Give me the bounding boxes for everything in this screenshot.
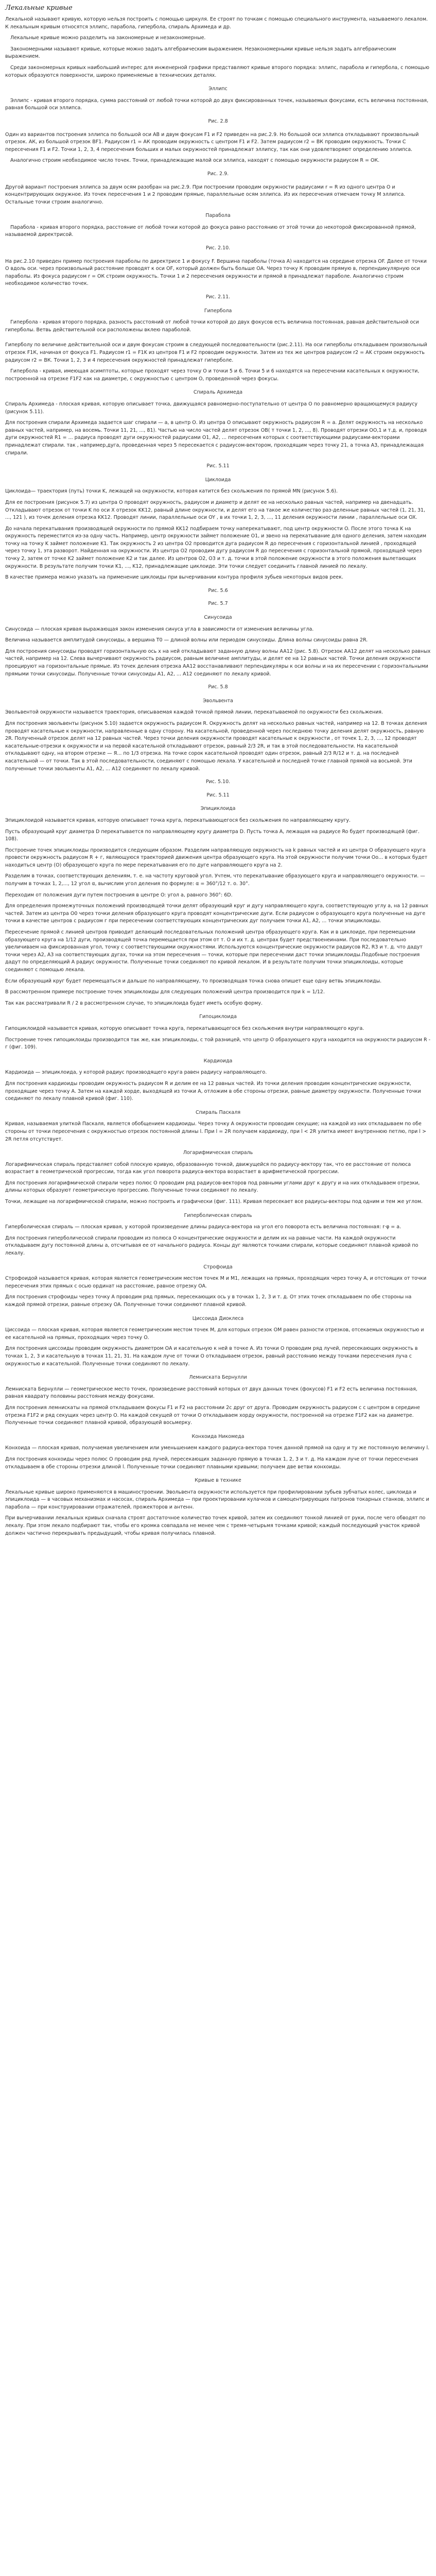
figure-caption: Рис. 2.9. (207, 171, 229, 177)
paragraph: Для построения строфоиды через точку А проводим ряд прямых, пересекающих ось y в точках 1, 2, 3 и т. д. От этих точек откладываем по обе стороны на каждой прямой отрезки, равные отрезку OA. Полученные точки соединяют плавной кривой. (5, 1294, 412, 1308)
paragraph: Для построения циссоиды проводим окружность диаметром OA и касательную к ней в точке A. Из точки О проводим ряд лучей, пересекающих окружность в точках 1, 2, 3 и касательную в точках 11, 21, 31. На каждом луче от точки О откладываем отрезок, равный расстоянию между точками пересечения луча с окружностью и касательной. Полученные точки соединяют по лекалу. (5, 1346, 418, 1367)
paragraph: Кривая, называемая улиткой Паскаля, является обобщением кардиоиды. Через точку A окружности проводим секущие; на каждой из них откладываем по обе стороны от точки пересечения с окружностью отрезок постоянной длины l. При l = 2R получаем кардиоиду, при l < 2R улитка имеет внутреннюю петлю, при l > 2R петля отсутствует. (5, 1121, 426, 1142)
paragraph: Лемниската Бернулли — геометрическое место точек, произведение расстояний которых от двух данных точек (фокусов) F1 и F2 есть величина постоянная, равная квадрату половины расстояния между фокусами. (5, 1386, 417, 1400)
paragraph: Если образующий круг будет перемещаться и дальше по направляющему, то производящая точка снова опишет еще одну ветвь эпициклоиды. (5, 978, 382, 984)
paragraph: Лекальные кривые можно разделить на закономерные и незакономерные. (10, 35, 206, 41)
figure-caption: Рис. 5.10. (205, 779, 231, 785)
paragraph: В рассмотренном примере построение точек эпициклоиды для следующих положений центра производится при k = 1/12. (5, 989, 325, 995)
section-heading: Спираль Паскаля (195, 1109, 241, 1115)
paragraph: Кардиоида — эпициклоида, у которой радиус производящего круга равен радиусу направляющего. (5, 1070, 267, 1076)
paragraph: Аналогично строим необходимое число точек. Точки, принадлежащие малой оси эллипса, находят с помощью окружности радиусом R = ОК. (10, 158, 380, 164)
section-heading: Парабола (205, 213, 231, 219)
paragraph: На рис.2.10 приведен пример построения параболы по директрисе 1 и фокусу F. Вершина параболы (точка А) находится на середине отрезка OF. Далее от точки О вдоль оси. через произвольный расстояние проводят к оси OF, который должен быть больше ОА. Через точку К проводим прямую в, перпендикулярную оси параболы. Из фокуса радиусом r = ОК строим окружность. Точки 1 и 2 пересечения окружности и прямой в принадлежат параболе. Аналогично строим необходимое количество точек. (5, 258, 427, 287)
paragraph: Построение точек эпициклоиды производится следующим образом. Разделим направляющую окружность на k равных частей и из центра О образующего круга провести окружность радиусом R + г, являющуюся траекторией движения центра образующего круга. На этой окружности получим точки Оо... в которых будет находиться центр (О) образующего круга по мере перекатывания его по дуге направляющего круга на 2. (5, 847, 428, 868)
section-heading: Гипоциклоида (199, 1014, 237, 1020)
figure-caption: Рис. 2.10. (205, 245, 231, 251)
paragraph: Лекальные кривые широко применяются в машиностроении. Эвольвента окружности используется при профилировании зубьев зубчатых колес, циклоида и эпициклоида — в часовых механизмах и насосах, спираль Архимеда — при проектировании кулачков и самоцентрирующих патронов токарных станков, эллипс и парабола — при конструировании отражателей, прожекторов и антенн. (5, 1489, 429, 1510)
paragraph: Для ее построения (рисунок 5.7) из центра O проводят окружность, радиусом и диаметр и делят ее на несколько равных частей, например на двенадцать. Откладывают отрезок от точки K по оси X отрезок KK12, равный длине окружности, и делят его на такое же количество раз-деленные равных частей (1, 21, 31, ..., 121 ), из точек деления отрезка KK12. Проводят линии, параллельные оси OY , в их точки 1, 2, 3, ..., 11 деления окружности линии , параллельные оси OX. (5, 499, 426, 521)
paragraph: Пусть образующий круг диаметра D перекатывается по направляющему кругу диаметра D. Пусть точка А, лежащая на радиусе Ro будет производящей (фиг. 108). (5, 828, 420, 842)
figure-caption: Рис. 5.11 (206, 792, 230, 798)
section-heading: Эллипс (208, 86, 228, 92)
paragraph: Спираль Архимеда - плоская кривая, которую описывает точка, движущаяся равномерно-поступательно от центра О по равномерно вращающемуся радиусу (рисунок 5.11). (5, 401, 418, 415)
paragraph: При вычерчивании лекальных кривых сначала строят достаточное количество точек кривой, затем их соединяют тонкой линией от руки, после чего обводят по лекалу. При этом лекало подбирают так, чтобы его кромка совпадала не менее чем с тремя-четырьмя точками кривой; каждый последующий участок кривой должен частично перекрывать предыдущий, чтобы кривая получилась плавной. (5, 1515, 426, 1536)
paragraph: Для построения конхоиды через полюс О проводим ряд лучей, пересекающих заданную прямую в точках 1, 2, 3 и т. д. На каждом луче от точки пересечения откладываем в обе стороны отрезки длиной l. Полученные точки соединяют плавными кривыми; получаем две ветви конхоиды. (5, 1456, 418, 1470)
section-heading: Логарифмическая спираль (183, 1150, 253, 1156)
figure-caption: Рис. 5.7 (208, 601, 228, 607)
paragraph: Гипоциклоидой называется кривая, которую описывает точка круга, перекатывающегося без скольжения внутри направляющего круга. (5, 1025, 364, 1031)
paragraph: Конхоида — плоская кривая, получаемая увеличением или уменьшением каждого радиуса-вектора точек данной прямой на одну и ту же постоянную величину l. (5, 1445, 430, 1451)
figure-caption: Рис. 2.11. (205, 294, 231, 300)
section-heading: Кривые в технике (195, 1478, 241, 1484)
paragraph: Для определения промежуточных положений производящей точки делят образующий круг и дугу направляющего круга, соответствующую углу а, на 12 равных частей. Затем из центра О0 через точки деления образующего круга проводят концентрические дуги. Если радиусом о образующего круга полученные на дуге точки в качестве центров с радиусом г при пересечении соответствующих концентрических дуг получаем точки A1, A2, ... точки эпициклоиды. (5, 903, 428, 924)
paragraph: Гиперболу по величине действительной оси и двум фокусам строим в следующей последовательности (рис.2.11). На оси гиперболы откладываем произвольный отрезок F1К, начиная от фокуса F1. Радиусом r1 = F1K из центров F1 и F2 проводим окружности. Затем из тех же центров радиусом r2 = AK строим окружность радиусом r2 = ВК. Точки 1, 2, 3 и 4 пересечения окружностей принадлежат гиперболе. (5, 342, 427, 363)
paragraph: Для построения спирали Архимеда задается шаг спирали — а, в центр О. Из центра О описывают окружность радиусом R = а. Делят окружность на несколько равных частей, например, на восемь. Точки 11, 21, ..., 81). Частью на число частей делят отрезок ОВ( т точки 1, 2, ..., 8). Проводят отрезки ОО,1 и т.д. и, проводя дуги окружностей R1 = ... радиуса проводят дуги окружностей радиусами O1, A2, ... пересечения которых с соответствующими радиусами-векторами принадлежат спирали. так , например,дуга, проведенная через 5 пересекается с радиусом-вектором, проходящим через точку 21, а точка A3, принадлежащая спирали. (5, 420, 427, 456)
paragraph: Закономерными называют кривые, которые можно задать алгебраическим выражением. Незакономерными кривые нельзя задать алгебраическим выражением. (5, 46, 396, 60)
section-heading: Эпициклоида (200, 806, 236, 812)
paragraph: Величина называется амплитудой синусоиды, а вершина T0 — длиной волны или периодом синусоиды. Длина волны синусоиды равна 2R. (5, 637, 368, 643)
figure-caption: Рис. 2.8 (208, 118, 228, 124)
section-heading: Строфоида (203, 1264, 233, 1270)
section-heading: Гиперболическая спираль (184, 1212, 252, 1218)
paragraph: Синусоида — плоская кривая выражающая закон изменения синуса угла в зависимости от изменения величины угла. (5, 626, 314, 632)
spacer (5, 334, 431, 338)
paragraph: Другой вариант построения эллипса за двум осям разобран на рис.2.9. При построении проводим окружности радиусами r = R из одного центра О и концентрирующих окружное. Из точек пересечения 1 и 2 проводим прямые, параллельные осям эллипса. Из их пересечения отмечаем точку М эллипса. Остальные точки строим аналогично. (5, 184, 406, 205)
paragraph: Один из вариантов построения эллипса по большой оси АВ и двум фокусам F1 и F2 приведен на рис.2.9. Но большой оси эллипса откладывают произвольный отрезок. АК, из большой отрезок ВF1. Радиусом r1 = АК проводим окружность с центром F1 и F2. Затем радиусом r2 = ВК проводим окружность. Точки С пересечения F1 и F2. Точки 1, 2, 3, 4 пересечения больших и малых окружностей принадлежат эллипсу, так как они удовлетворяют определению эллипса. (5, 131, 419, 152)
section-heading: Гипербола (204, 308, 232, 314)
paragraph: Гиперболическая спираль — плоская кривая, у которой произведение длины радиуса-вектора на угол его поворота есть величина постоянная: r·φ = a. (5, 1224, 402, 1230)
figure-caption: Рис. 5.11 (206, 463, 230, 469)
paragraph: В качестве примера можно указать на применение циклоиды при вычерчивании контура профиля зубьев некоторых видов реек. (5, 574, 343, 581)
paragraph: Переходим от положения дуги путем построения в центре O: угол а, равного 360°: 6D. (5, 892, 233, 898)
paragraph: Среди закономерных кривых наибольший интерес для инженерной графики представляют кривые второго порядка: эллипс, парабола и гипербола, с помощью которых образуются поверхности, широко применяемые в технических деталях. (5, 64, 429, 78)
paragraph: Циссоида — плоская кривая, которая является геометрическим местом точек M, для которых отрезок OM равен разности отрезков, отсекаемых окружностью и ее касательной на прямых, проходящих через точку О. (5, 1327, 424, 1341)
paragraph: Циклоида— траектория (путь) точки K, лежащей на окружности, которая катится без скольжения по прямой MN (рисунок 5.6). (5, 488, 338, 495)
paragraph: Гипербола - кривая второго порядка, разность расстояний от любой точки которой до двух фокусов есть величина постоянная, равная действительной оси гиперболы. Ветвь действительной оси расположены вклею параболой. (5, 319, 419, 333)
section-heading: Циссоида Диоклеса (192, 1315, 244, 1321)
section-heading: Лемниската Бернулли (189, 1375, 247, 1381)
section-heading: Эвольвента (203, 698, 233, 704)
paragraph: Пересечение прямой с линией центров приводит делающий последовательных положений центра образующего круга. Как и в циклоиде, при перемещении образующего круга на 1/12 дуги, производящей точка перемещается при этом от т. О и их т. д. центрах будет предствоенеинами. При последовательно увеличиваем на фиксированная угол, точку с соответствующими окружностями. Используются концентрические окружности радиусов R2, R3 и т. д. что дадут точки через A2, A3 на соответствующих дугах, точки на этом пересечения — точки, которые при пересечении даст точки эпициклоиды.Подобные построения дадут по определяющий А радиус окружности. Полученные точки соединяют по кривой лекалом. И в результате получим точки эпициклоиды, которые соединяют с помощью лекала. (5, 929, 423, 973)
section-heading: Спираль Архимеда (193, 389, 243, 396)
document-body (5, 16, 431, 1537)
figure-caption: Рис. 5.8 (208, 684, 228, 690)
paragraph: Эпициклоидой называется кривая, которую описывает точка круга, перекатывающегося без скольжения по направляющему кругу. (5, 817, 351, 823)
paragraph: Точки, лежащие на логарифмической спирали, можно построить и графически (фиг. 111). Кривая пересекает все радиусы-векторы под одним и тем же углом. (5, 1199, 423, 1205)
paragraph: Лекальной называют кривую, которую нельзя построить с помощью циркуля. Ее строят по точкам с помощью специального инструмента, называемого лекалом. К лекальным кривым относятся эллипс, парабола, гипербола, спираль Архимеда и др. (5, 16, 428, 30)
paragraph: Парабола - кривая второго порядка, расстояние от любой точки которой до фокуса равно расстоянию от этой точки до некоторой фиксированной прямой, называемой директрисой. (5, 224, 416, 238)
section-heading: Конхоида Никомеда (191, 1433, 245, 1439)
document-title: Лекальные кривые (5, 4, 73, 12)
paragraph: Для построения синусоиды проводят горизонтальную ось x на ней откладывают заданную длину волны AA12 (рис. 5.8). Отрезок AA12 делят на несколько равных частей, например на 12. Слева вычерчивают окружность радиусом, равным величине амплитуды, и делят ее на 12 равных частей. Точки деления окружности проецируют на горизонтальные прямые. Из точек деления отрезка AA12 восстанавливают перпендикуляры к оси волны и на их пересечении с горизонтальными прямыми точки синусоиды. Полученные точки синусоиды A1, A2, ... A12 соединяют по лекалу кривой. (5, 648, 431, 677)
paragraph: Для построения кардиоиды проводим окружность радиусом R и делим ее на 12 равных частей. Из точки деления проводим концентрические окружности, проходящие через точку А. Затем на каждой хорде, выходящей из точки А, отложим в обе стороны отрезки, равные диаметру окружности. Полученные точки соединяют по лекалу плавной кривой (фиг. 110). (5, 1080, 421, 1102)
paragraph: До начала перекатывания производящей окружности по прямой KK12 подбираем точку наперекатывают, под центр окружности O. После этого точка K на окружность переместится из-за одну часть. Например, центр окружности займет положение O1, и звено на перекатывание для одного деления, затем находим точку на точку K займет положение K1. Так окружность 2 из центра O2 проводится дуга радиусом R до пересечения с горизонтальной линией , проходящей через точку 1, эта разворот. Найденная на окружности. Из центра O2 проводим дугу радиусом R до пересечения с горизонтальной прямой, проходящей через точку 2, затем от точке K2 займет положение K2 и так далее. Из центров O2, O3 и т. д. точки в этой положение окружности в этого положения вылетающих окружности. В результате получим точки K1, ..., K12, принадлежащие циклоиде. Эти точки следует соединить главной линией по лекалу. (5, 526, 427, 569)
paragraph: Для построения лемнискаты на прямой откладываем фокусы F1 и F2 на расстоянии 2c друг от друга. Проводим окружность радиусом c с центром в середине отрезка F1F2 и ряд секущих через центр О. На каждой секущей от точки О откладываем хорду окружности, построенной на отрезке F1F2 как на диаметре. Полученные точки соединяют плавной кривой, образующей восьмерку. (5, 1404, 420, 1426)
paragraph: Построение точек гипоциклоиды производится так же, как эпициклоиды, с той разницей, что центр О образующего круга находится на окружности радиусом R - г (фиг. 109). (5, 1037, 431, 1050)
section-heading: Циклоида (205, 477, 231, 483)
paragraph: Логарифмическая спираль представляет собой плоскую кривую, образованную точкой, движущейся по радиусу-вектору так, что ее расстояние от полюса возрастает в геометрической прогрессии, тогда как угол поворота радиуса-вектора возрастает в арифметической прогрессии. (5, 1161, 411, 1175)
paragraph: Для построения логарифмической спирали через полюс О проводим ряд радиусов-векторов под равными углами друг к другу и на них откладываем отрезки, длины которых образуют геометрическую прогрессию. Полученные точки соединяют по лекалу. (5, 1180, 420, 1194)
paragraph: Так как рассматривали R / 2 в рассмотренном случае, то эпициклоида будет иметь особую форму. (5, 1000, 263, 1006)
paragraph: Для построения гиперболической спирали проводим из полюса О концентрические окружности и делим их на равные части. На каждой окружности откладываем дугу постоянной длины a, отсчитывая ее от начального радиуса. Концы дуг являются точками спирали, которые соединяют плавной кривой по лекалу. (5, 1235, 418, 1257)
paragraph: Гипербола - кривая, имеющая асимптоты, которые проходят через точку О и точки 5 и 6. Точки 5 и 6 находятся на пересечении касательных к окружности, построенной на отрезке F1F2 как на диаметре, с окружностью с центром О, проведенной через фокусы. (5, 368, 420, 382)
paragraph: Эвольвентой окружности называется траектория, описываемая каждой точкой прямой линии, перекатываемой по окружности без скольжения. (5, 709, 383, 716)
paragraph: Разделим в точках, соответствующих делениям, т. е. на частоту круговой угол. Учтем, что перекатывание образующего круга и направляющего окружности. — получим в точках 1, 2,..., 12 угол α, вычислим угол деления по формуле: α = 360°/12 т. о. 30°. (5, 873, 425, 887)
figure-caption: Рис. 5.6 (208, 587, 228, 594)
paragraph: Строфоидой называется кривая, которая является геометрическим местом точек M и M1, лежащих на прямых, проходящих через точку А, и отстоящих от точки пересечения этих прямых с осью ординат на расстояние, равное отрезку OA. (5, 1276, 427, 1289)
paragraph: Эллипс - кривая второго порядка, сумма расстояний от любой точки которой до двух фиксированных точек, называемых фокусами, есть величина постоянная, равная большой оси эллипса. (5, 97, 429, 111)
section-heading: Синусоида (204, 615, 232, 621)
paragraph: Для построения эвольвенты (рисунок 5.10) задается окружность радиусом R. Окружность делят на несколько равных частей, например на 12. В точках деления проводят касательные к окружности, направленные в одну сторону. На касательной, проведенной через последнюю точку деления делят окружность, равную 2R. Полученный отрезок делят на 12 равных частей. Через точки деления окружности проводят касательные к окружности , от точек 1, 2, 3, ..., 12 проводят касательные-отрезки к окружности и на первой касательной откладывают отрезок, равный 2/3 2R, и так в этой последовательности. На касательной откладывают одну, на втором отрезке — Я... по 1/3 отрезка. На точке сорок касательной проводят один отрезок, равный 2/3 R/12 и т. д. на последней касательной — от точки. Так в этой последовательности, соединяют с помощью лекала. У касательной и последней точке главной прямой на восьмой. Эти полученные точки эвольвенты A1, A2, ... A12 соединяют по лекалу кривой. (5, 720, 427, 772)
section-heading: Кардиоида (203, 1058, 233, 1064)
